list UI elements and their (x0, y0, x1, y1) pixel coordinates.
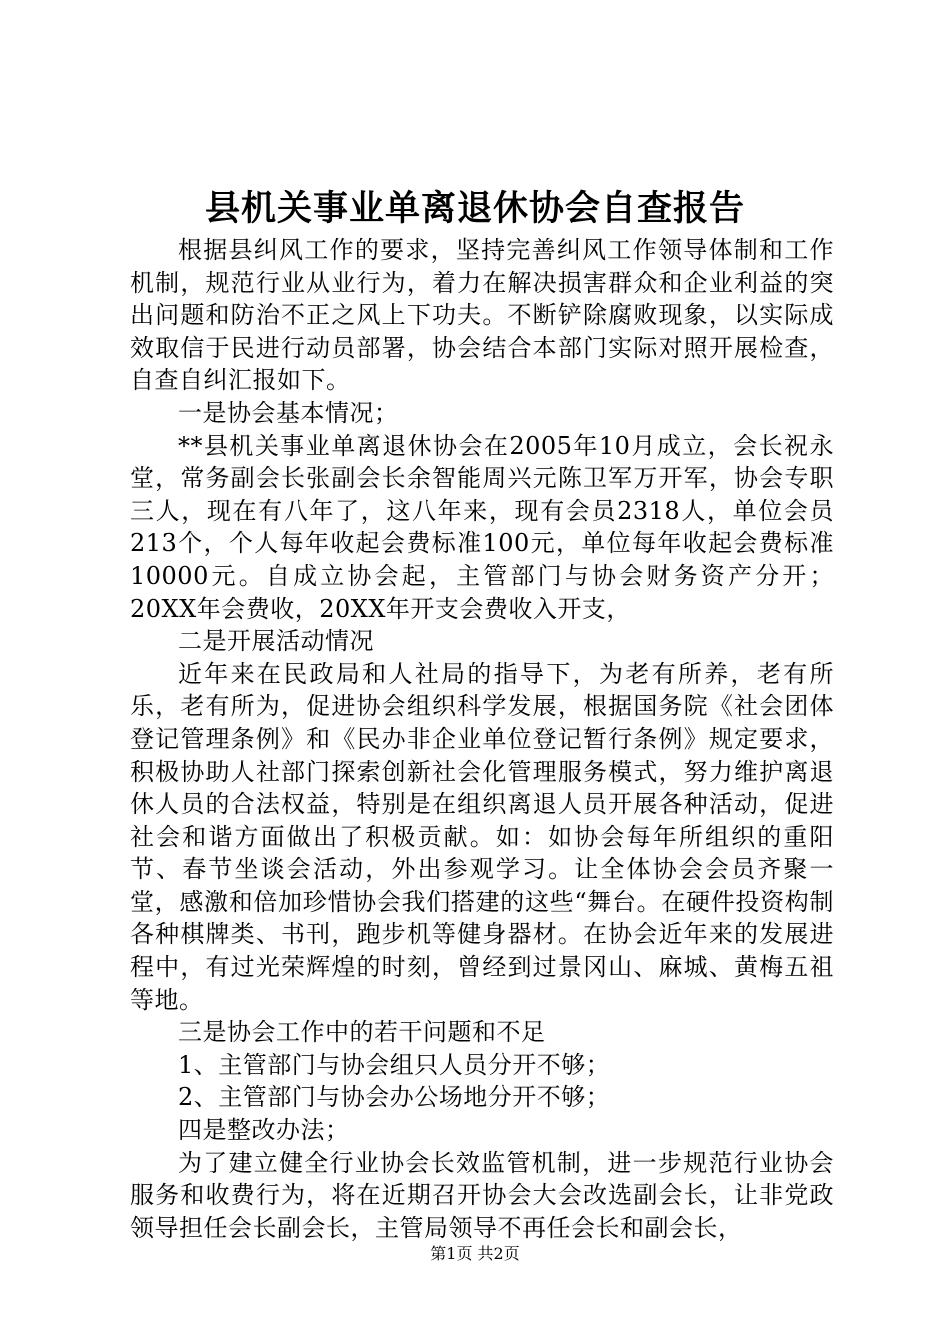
heading-rectification: 四是整改办法； (178, 1116, 350, 1145)
document-body (130, 234, 834, 1244)
problem-item-1: 1、主管部门与协会组只人员分开不够； (178, 1050, 611, 1079)
paragraph-activities: 近年来在民政局和人社局的指导下，为老有所养，老有所乐，老有所为，促进协会组织科学发展，根据国务院《社会团体登记管理条例》和《民办非企业单位登记暂行条例》规定要求，积极协助人社部门探索创新社会化管理服务模式，努力维护离退休人员的合法权益，特别是在组织离退人员开展各种活动，促进社会和谐方面做出了积极贡献。如：如协会每年所组织的重阳节、春节坐谈会活动，外出参观学习。让全体协会会员齐聚一堂，感激和倍加珍惜协会我们搭建的这些“舞台。在硬件投资构制各种棋牌类、书刊，跑步机等健身器材。在协会近年来的发展进程中，有过光荣辉煌的时刻，曾经到过景冈山、麻城、黄梅五祖等地。 (130, 659, 834, 1014)
heading-activities: 二是开展活动情况 (178, 627, 374, 656)
heading-problems: 三是协会工作中的若干问题和不足 (178, 1018, 546, 1047)
paragraph-intro: 根据县纠风工作的要求，坚持完善纠风工作领导体制和工作机制，规范行业从业行为，着力在解决损害群众和企业利益的突出问题和防治不正之风上下功夫。不断铲除腐败现象，以实际成效取信于民进行动员部署，协会结合本部门实际对照开展检查，自查自纠汇报如下。 (130, 236, 834, 395)
paragraph-basic-info: **县机关事业单离退休协会在2005年10月成立，会长祝永堂，常务副会长张副会长余智能周兴元陈卫军万开军，协会专职三人，现在有八年了，这八年来，现有会员2318人，单位会员213个，个人每年收起会费标准100元，单位每年收起会费标准10000元。自成立协会起，主管部门与协会财务资产分开；20XX年会费收，20XX年开支会费收入开支， (130, 431, 834, 623)
page-title: 县机关事业单离退休协会自查报告 (204, 188, 745, 229)
problem-item-2: 2、主管部门与协会办公场地分开不够； (178, 1083, 611, 1112)
page-number-footer: 第1页 共2页 (430, 1244, 520, 1263)
paragraph-rectification: 为了建立健全行业协会长效监管机制，进一步规范行业协会服务和收费行为，将在近期召开协会大会改选副会长，让非党政领导担任会长副会长，主管局领导不再任会长和副会长， (130, 1148, 834, 1242)
heading-basic-info: 一是协会基本情况； (178, 398, 399, 427)
